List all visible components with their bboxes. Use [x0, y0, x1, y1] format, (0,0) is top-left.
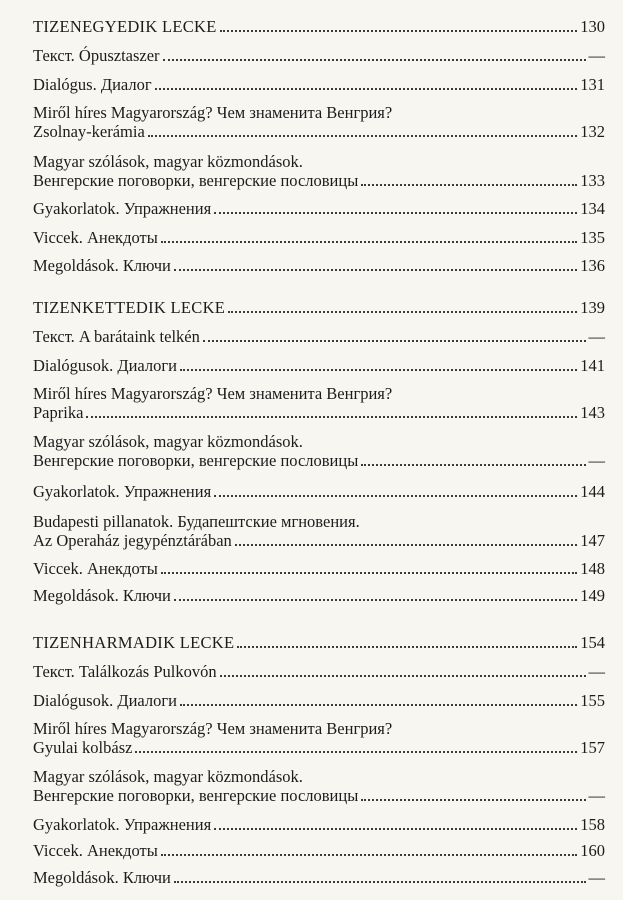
page-number: 134	[580, 199, 605, 218]
entry-pre-title: Magyar szólások, magyar közmondások.	[33, 432, 303, 451]
entry-pre-title: Miről híres Magyarország? Чем знаменита Венгрия?	[33, 719, 393, 738]
page-number: —	[588, 451, 605, 470]
toc-entry[interactable]	[33, 46, 605, 65]
toc-entry[interactable]	[33, 691, 605, 710]
toc-entry[interactable]	[33, 815, 605, 834]
lesson-heading[interactable]	[33, 17, 605, 36]
toc-entry[interactable]	[33, 512, 605, 550]
dot-leader	[361, 464, 585, 466]
entry-title: Viccek. Анекдоты	[33, 841, 158, 860]
entry-title: Megoldások. Ключи	[33, 868, 171, 887]
dot-leader	[214, 495, 577, 497]
lesson-title: TIZENEGYEDIK LECKE	[33, 17, 217, 36]
entry-title: Dialógusok. Диалоги	[33, 356, 177, 375]
entry-title: Dialógusok. Диалоги	[33, 691, 177, 710]
dot-leader	[163, 59, 586, 61]
dot-leader	[180, 704, 577, 706]
page-number: 132	[580, 122, 605, 141]
dot-leader	[161, 572, 577, 574]
page-number: 154	[580, 633, 605, 652]
toc-entry[interactable]	[33, 384, 605, 422]
toc-entry[interactable]	[33, 327, 605, 346]
entry-title: Венгерские поговорки, венгерские пословицы	[33, 786, 359, 805]
dot-leader	[237, 646, 577, 648]
dot-leader	[174, 881, 586, 883]
dot-leader	[220, 675, 586, 677]
dot-leader	[174, 599, 577, 601]
entry-title: Gyakorlatok. Упражнения	[33, 482, 212, 501]
page-number: 144	[580, 482, 605, 501]
dot-leader	[135, 751, 577, 753]
page-number: 147	[580, 531, 605, 550]
toc-entry[interactable]	[33, 841, 605, 860]
page-number: —	[588, 868, 605, 887]
toc-entry[interactable]	[33, 103, 605, 141]
dot-leader	[361, 799, 585, 801]
lesson-heading[interactable]	[33, 633, 605, 652]
entry-title: Венгерские поговорки, венгерские пословицы	[33, 451, 359, 470]
entry-title: Gyulai kolbász	[33, 738, 133, 757]
page-number: —	[588, 662, 605, 681]
dot-leader	[86, 416, 577, 418]
page-number: 157	[580, 738, 605, 757]
page-number: —	[588, 46, 605, 65]
lesson-title: TIZENHARMADIK LECKE	[33, 633, 235, 652]
dot-leader	[214, 828, 577, 830]
toc-entry[interactable]	[33, 356, 605, 375]
entry-title: Венгерские поговорки, венгерские пословицы	[33, 171, 359, 190]
dot-leader	[174, 269, 577, 271]
entry-title: Текст. Ópusztaszer	[33, 46, 160, 65]
toc-entry[interactable]	[33, 482, 605, 501]
toc-entry[interactable]	[33, 767, 605, 805]
lesson-title: TIZENKETTEDIK LECKE	[33, 298, 226, 317]
dot-leader	[180, 369, 577, 371]
page-number: 149	[580, 586, 605, 605]
entry-pre-title: Miről híres Magyarország? Чем знаменита Венгрия?	[33, 103, 393, 122]
entry-title: Megoldások. Ключи	[33, 256, 171, 275]
entry-pre-title: Magyar szólások, magyar közmondások.	[33, 767, 303, 786]
entry-pre-title: Magyar szólások, magyar közmondások.	[33, 152, 303, 171]
dot-leader	[148, 135, 577, 137]
page-number: 139	[580, 298, 605, 317]
entry-title: Текст. A barátaink telkén	[33, 327, 200, 346]
toc-entry[interactable]	[33, 662, 605, 681]
page-number: 130	[580, 17, 605, 36]
dot-leader	[203, 340, 586, 342]
dot-leader	[161, 854, 577, 856]
entry-title: Viccek. Анекдоты	[33, 228, 158, 247]
toc-entry[interactable]	[33, 256, 605, 275]
toc-entry[interactable]	[33, 559, 605, 578]
page-number: 131	[580, 75, 605, 94]
page-number: 160	[580, 841, 605, 860]
dot-leader	[235, 544, 577, 546]
toc-entry[interactable]	[33, 719, 605, 757]
toc-entry[interactable]	[33, 586, 605, 605]
page-number: 158	[580, 815, 605, 834]
entry-title: Gyakorlatok. Упражнения	[33, 199, 212, 218]
page-number: 148	[580, 559, 605, 578]
page-number: —	[588, 786, 605, 805]
page-number: —	[588, 327, 605, 346]
toc-entry[interactable]	[33, 75, 605, 94]
toc-entry[interactable]	[33, 868, 605, 887]
entry-title: Dialógus. Диалог	[33, 75, 152, 94]
page-number: 133	[580, 171, 605, 190]
page-number: 135	[580, 228, 605, 247]
entry-title: Viccek. Анекдоты	[33, 559, 158, 578]
toc-entry[interactable]	[33, 432, 605, 470]
entry-title: Megoldások. Ключи	[33, 586, 171, 605]
lesson-heading[interactable]	[33, 298, 605, 317]
page-number: 155	[580, 691, 605, 710]
dot-leader	[361, 184, 577, 186]
entry-title: Paprika	[33, 403, 84, 422]
entry-title: Zsolnay-kerámia	[33, 122, 145, 141]
page-number: 141	[580, 356, 605, 375]
dot-leader	[228, 311, 577, 313]
entry-title: Текст. Találkozás Pulkovón	[33, 662, 217, 681]
page-number: 136	[580, 256, 605, 275]
dot-leader	[220, 30, 578, 32]
dot-leader	[214, 212, 577, 214]
entry-pre-title: Miről híres Magyarország? Чем знаменита Венгрия?	[33, 384, 393, 403]
toc-entry[interactable]	[33, 228, 605, 247]
dot-leader	[155, 88, 578, 90]
entry-title: Az Operaház jegypénztárában	[33, 531, 232, 550]
entry-title: Gyakorlatok. Упражнения	[33, 815, 212, 834]
toc-entry[interactable]	[33, 152, 605, 190]
entry-pre-title: Budapesti pillanatok. Будапештские мгновения.	[33, 512, 360, 531]
toc-entry[interactable]	[33, 199, 605, 218]
dot-leader	[161, 241, 577, 243]
page-number: 143	[580, 403, 605, 422]
